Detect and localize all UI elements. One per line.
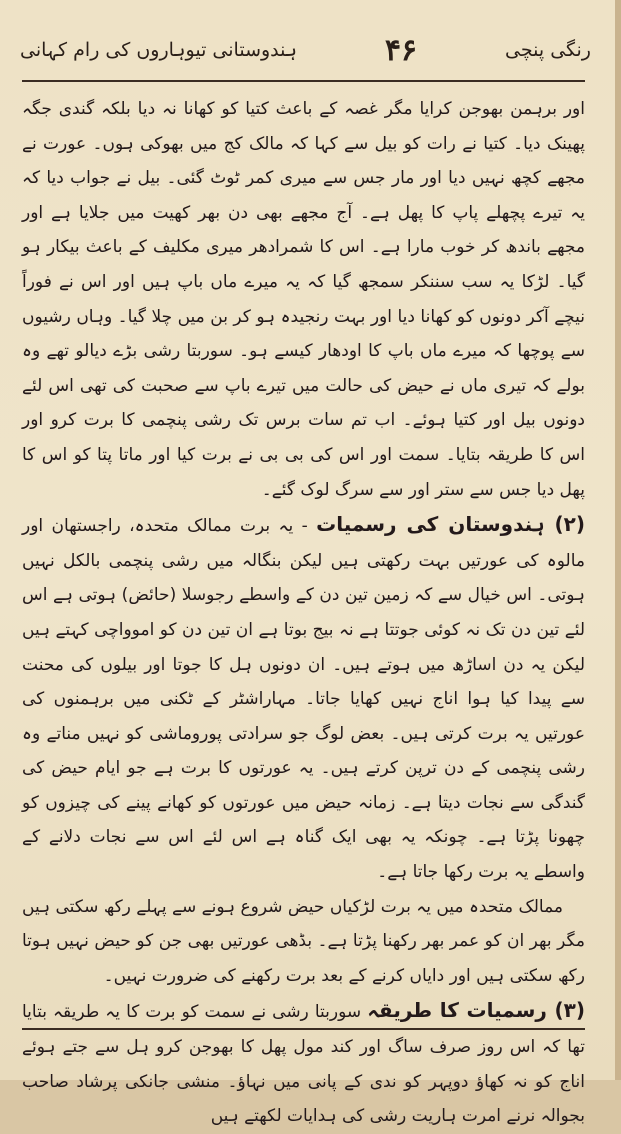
section-heading-2: (۲) ہندوستان کی رسمیات xyxy=(316,512,585,537)
paragraph-2-text: - یہ برت ممالک متحدہ، راجستھان اور مالوہ کی عورتیں بہت رکھتی ہیں لیکن بنگالہ میں رشی پنچمی بالکل نہیں ہوتی۔ اس خیال سے کہ زمین تین دن کے واسطے رجوسلا (حائض) ہوتی ہے اس لئے تین دن تک نہ کوئی جوتتا ہے نہ بیج بوتا ہے ان تین دن کو اموواچی کہتے ہیں لیکن یہ دن اساڑھ میں ہوتے ہیں۔ ان دونوں ہل کا جوتا اور بیلوں کی محنت سے پیدا کیا ہوا اناج نہیں کھایا جاتا۔ مہاراشٹر کے ٹکنی میں برہمنوں کی عورتیں یہ برت کرتی ہیں۔ بعض لوگ جو سرادتی پوروماشی کو نہیں مناتے وہ رشی پنچمی کے دن ترپن کرتے ہیں۔ یہ عورتوں کا برت ہے جو ایام حیض کی گندگی سے نجات دیتا ہے۔ زمانہ حیض میں عورتوں کو کھانے پینے کی چیزوں کو چھونا پڑتا ہے۔ چونکہ یہ بھی ایک گناہ ہے اس لئے اس سے نجات دلانے کے واسطے یہ برت رکھا جاتا ہے۔ xyxy=(22,516,585,883)
page-body xyxy=(22,92,585,1134)
paragraph-4-text: سوربتا رشی نے سمت کو برت کا یہ طریقہ بتایا تھا کہ اس روز صرف ساگ اور کند مول پھل کا بھوجن کرو ہل سے جتے ہوئے اناج کو نہ کھاؤ دوپہر کو ندی کے پانی میں نہاؤ۔ منشی جانکی پرشاد صاحب بجوالہ نرنے امرت ہاریت رشی کی ہدایات لکھتے ہیں xyxy=(22,1002,585,1127)
paragraph-3 xyxy=(22,890,585,994)
header-book-title: ہندوستانی تیوہاروں کی رام کہانی xyxy=(20,39,298,61)
section-heading-3: (۳) رسمیات کا طریقہ xyxy=(367,998,586,1023)
paragraph-3-text: ممالک متحدہ میں یہ برت لڑکیاں حیض شروع ہونے سے پہلے رکھ سکتی ہیں مگر بھر ان کو عمر بھر رکھنا پڑتا ہے۔ بڈھی عورتیں بھی جن کو حیض نہیں ہوتا رکھ سکتی ہیں اور دایاں کرنے کے بعد برت رکھنے کی ضرورت نہیں۔ xyxy=(22,896,585,986)
paragraph-1-text: اور برہمن بھوجن کرایا مگر غصہ کے باعث کتیا کو کھانا نہ دیا بلکہ گندی جگہ پھینک دیا۔ کتیا نے رات کو بیل سے کہا کہ مالک کج میں بھوکی ہوں۔ عورت نے مجھے کچھ نہیں دیا اور مار جس سے میری کمر ٹوٹ گئی۔ بیل نے جواب دیا کہ یہ تیرے پچھلے پاپ کا پھل ہے۔ آج مجھے بھی دن بھر کھیت میں جلایا ہے اور مجھے باندھ کر خوب مارا ہے۔ اس کا شمرادھر میری مکلیف کے باعث بیکار ہو گیا۔ لڑکا یہ سب سننکر سمجھ گیا کہ یہ میرے ماں باپ ہیں اور اس نے فوراً نیچے آکر دونوں کو کھانا دیا اور بہت رنجیدہ ہو کر بن میں چلا گیا۔ وہاں رشیوں سے پوچھا کہ میرے ماں باپ کا اودھار کیسے ہو۔ سوربتا رشی بڑے دیالو تھے وہ بولے کہ تیری ماں نے حیض کی حالت میں تیرے باپ سے صحبت کی تھی اس لئے دونوں بیل اور کتیا ہوئے۔ اب تم سات برس تک رشی پنچمی کا برت کرو اور اس کا طریقہ بتایا۔ سمت اور اس کی بی بی نے برت کیا اور ماتا پتا کو اس کا پھل دیا جس سے ستر اور سے سرگ لوک گئے۔ xyxy=(22,99,585,500)
header-section-title: رنگی پنچی xyxy=(505,39,591,61)
footer-divider xyxy=(22,1028,585,1030)
paragraph-2 xyxy=(22,507,585,890)
paragraph-4 xyxy=(22,993,585,1133)
page-number: ۴۶ xyxy=(384,32,418,68)
header-divider xyxy=(22,80,585,82)
running-header xyxy=(20,28,591,72)
paragraph-1 xyxy=(22,92,585,507)
